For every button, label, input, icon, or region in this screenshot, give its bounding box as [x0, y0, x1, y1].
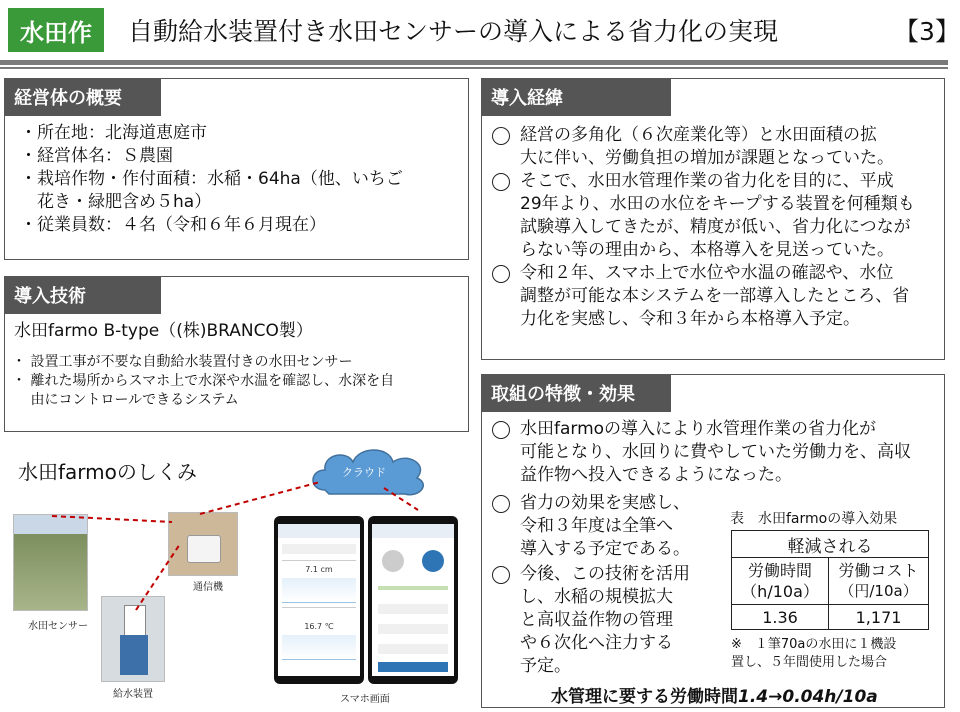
summary-line — [551, 682, 878, 707]
summary-label: 水管理に要する労働時間 — [551, 687, 738, 707]
circle-bullet-icon — [492, 127, 510, 145]
table-caption: 表 水田farmoの導入効果 — [730, 511, 898, 527]
overview-line: 花き・緑肥含め５ha） — [20, 192, 212, 212]
overview-line: ・従業員数：４名（令和６年６月現在） — [20, 215, 326, 235]
overview-line: ・経営体名：Ｓ農園 — [20, 146, 173, 166]
note-line: ※ １筆70aの水田に１機設 — [731, 637, 897, 652]
background-text: らない等の理由から、本格導入を見送っていた。 — [520, 240, 894, 260]
features-text: や６次化へ注力する — [520, 633, 673, 653]
effect-table — [731, 530, 929, 630]
background-list — [492, 124, 915, 331]
page-number: 【3】 — [894, 17, 960, 46]
background-heading: 導入経緯 — [481, 78, 671, 116]
background-text: 経営の多角化（６次産業化等）と水田面積の拡 — [520, 125, 877, 145]
features-heading: 取組の特徴・効果 — [481, 374, 671, 412]
technology-bullet: 由にコントロールできるシステム — [12, 392, 239, 408]
supply-label: 給水装置 — [113, 689, 153, 700]
circle-bullet-icon — [492, 265, 510, 283]
features-item-3 — [492, 563, 690, 678]
background-text: 試験導入してきたが、精度が低い、省力化につなが — [520, 217, 911, 237]
features-text: 今後、この技術を活用 — [520, 564, 690, 584]
circle-bullet-icon — [492, 421, 510, 439]
phone-label: スマホ画面 — [340, 694, 390, 705]
overview-line: ・所在地：北海道恵庭市 — [20, 123, 207, 143]
background-text: 大に伴い、労働負担の増加が課題となっていた。 — [520, 148, 894, 168]
features-text: し、水稲の規模拡大 — [520, 587, 673, 607]
technology-bullet: ・ 設置工事が不要な自動給水装置付きの水田センサー — [12, 354, 353, 370]
phone-depth-value: 7.1 cm — [305, 565, 333, 574]
background-text: 29年より、水田の水位をキープする装置を何種類も — [520, 194, 915, 214]
technology-bullet: ・ 離れた場所からスマホ上で水深や水温を確認し、水深を自 — [12, 373, 395, 389]
features-text: 令和３年度は全筆へ — [520, 516, 673, 536]
diagram-title: 水田farmoのしくみ — [18, 460, 197, 484]
features-text: 予定。 — [520, 656, 571, 676]
background-text: 力化を実感し、令和３年から本格導入予定。 — [520, 309, 860, 329]
overview-line: ・栽培作物・作付面積：水稲・64ha（他、いちご — [20, 169, 403, 189]
table-col1-value: 1.36 — [732, 605, 829, 630]
cloud-label: クラウド — [342, 466, 386, 479]
table-header: 軽減される — [732, 531, 929, 558]
header-rule — [0, 60, 948, 65]
features-text: と高収益作物の管理 — [520, 610, 673, 630]
circle-bullet-icon — [492, 173, 510, 191]
features-item-2 — [492, 492, 690, 561]
phone-screen-1 — [274, 516, 364, 684]
header-rule-thin — [0, 67, 948, 69]
technology-product: 水田farmo B-type（(株)BRANCO製） — [14, 321, 313, 341]
technology-bullets — [12, 353, 394, 410]
circle-bullet-icon — [492, 495, 510, 513]
features-text: 省力の効果を実感し、 — [520, 493, 690, 513]
page-title: 自動給水装置付き水田センサーの導入による省力化の実現 — [128, 17, 779, 46]
background-text: 令和２年、スマホ上で水位や水温の確認や、水位 — [520, 263, 894, 283]
comm-label: 通信機 — [193, 582, 223, 593]
features-text: 益作物へ投入できるようになった。 — [520, 465, 792, 485]
summary-value: 1.4→0.04h/10a — [738, 687, 878, 707]
background-text: 調整が可能な本システムを一部導入したところ、省 — [520, 286, 910, 306]
table-col2-head: 労働コスト （円/10a） — [829, 558, 929, 605]
category-tag: 水田作 — [8, 8, 104, 52]
table-col1-head: 労働時間 （h/10a） — [732, 558, 829, 605]
overview-heading: 経営体の概要 — [4, 78, 161, 116]
phone-screen-2 — [368, 516, 458, 684]
features-text: 水田farmoの導入により水管理作業の省力化が — [520, 419, 877, 439]
table-note — [731, 636, 896, 672]
note-line: 置し、５年間使用した場合 — [731, 655, 888, 670]
circle-bullet-icon — [492, 566, 510, 584]
table-col2-value: 1,171 — [829, 605, 929, 630]
features-text: 導入する予定である。 — [520, 539, 690, 559]
technology-heading: 導入技術 — [4, 276, 161, 314]
sensor-label: 水田センサー — [28, 621, 88, 632]
phone-temp-value: 16.7 ℃ — [304, 622, 334, 631]
overview-list — [20, 122, 403, 237]
features-item-1 — [492, 418, 911, 487]
features-text: 可能となり、水回りに費やしていた労働力を、高収 — [520, 442, 911, 462]
background-text: そこで、水田水管理作業の省力化を目的に、平成 — [520, 171, 894, 191]
